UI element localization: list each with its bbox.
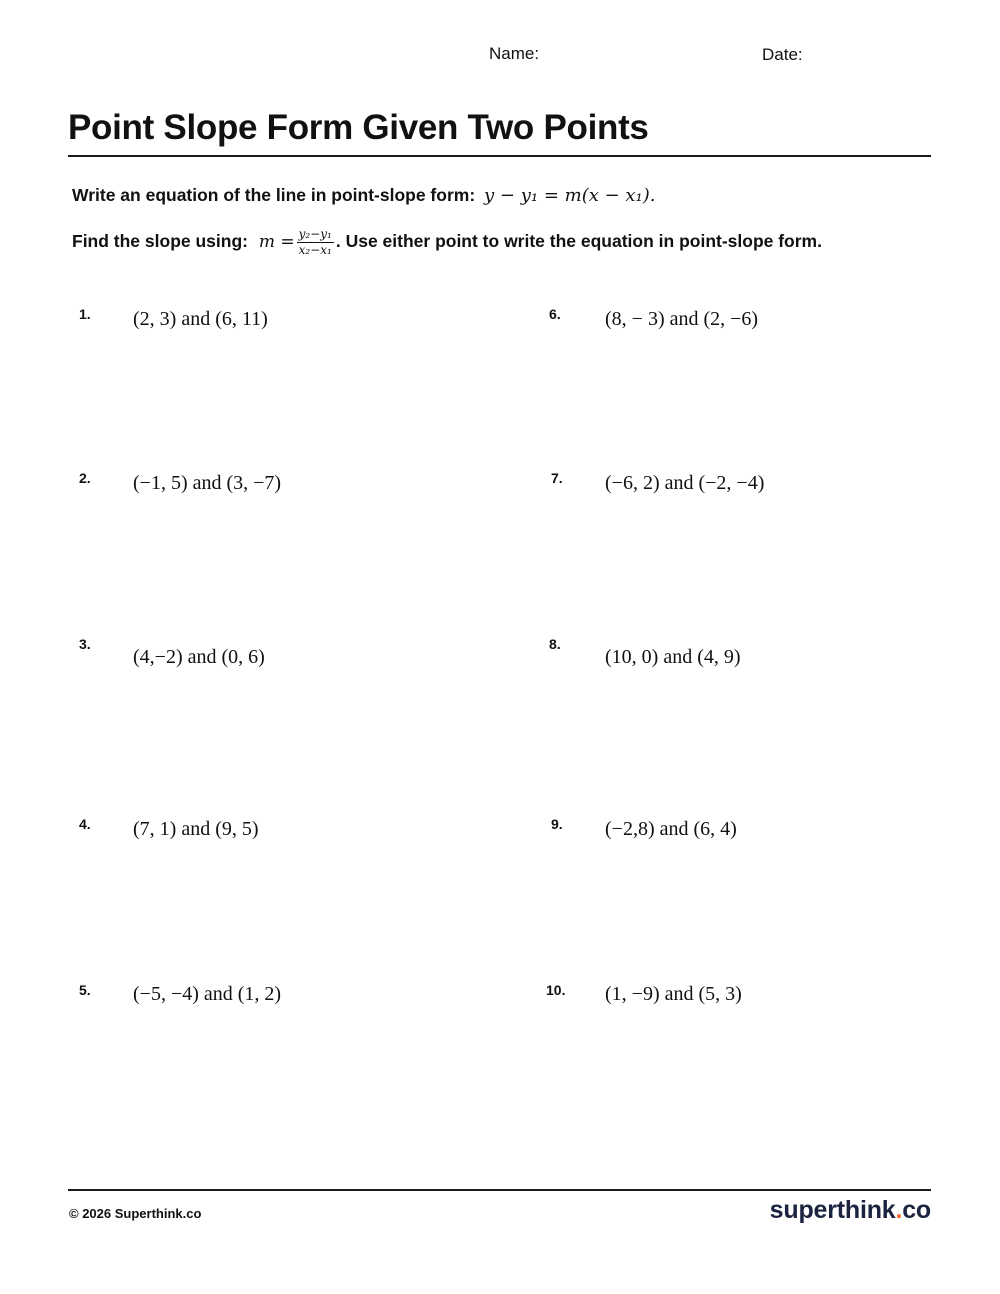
slope-denominator: x₂−x₁ <box>298 242 332 257</box>
problem-number: 3. <box>79 636 91 652</box>
problem-number: 5. <box>79 982 91 998</box>
problem-points: (−6, 2) and (−2, −4) <box>605 472 765 494</box>
brand-logo <box>770 1196 931 1225</box>
problem-points: (4,−2) and (0, 6) <box>133 646 265 668</box>
problem-points: (−1, 5) and (3, −7) <box>133 472 282 494</box>
footer-divider <box>68 1189 931 1191</box>
point-slope-formula: y − y₁ = m(x − x₁). <box>484 185 656 206</box>
date-label: Date: <box>762 45 803 64</box>
instruction-line-2-suffix: . Use either point to write the equation in point-slope form. <box>335 231 822 251</box>
brand-dot: . <box>895 1196 903 1224</box>
problem-points: (10, 0) and (4, 9) <box>605 646 741 668</box>
copyright-text: © 2026 Superthink.co <box>69 1206 202 1221</box>
problem-points: (7, 1) and (9, 5) <box>133 818 259 840</box>
instruction-line-2 <box>72 222 822 261</box>
problem-points: (−2,8) and (6, 4) <box>605 818 737 840</box>
problem-number: 7. <box>551 470 563 486</box>
name-label: Name: <box>489 44 540 63</box>
instruction-line-2-prefix: Find the slope using: <box>72 231 248 251</box>
title-divider <box>68 155 931 157</box>
problem-points: (2, 3) and (6, 11) <box>133 308 268 330</box>
instruction-line-1 <box>72 185 656 206</box>
problem-number: 1. <box>79 306 91 322</box>
problem-points: (8, − 3) and (2, −6) <box>605 308 759 330</box>
instruction-line-1-text: Write an equation of the line in point-slope form: <box>72 185 476 205</box>
problem-points: (1, −9) and (5, 3) <box>605 983 742 1005</box>
problem-number: 4. <box>79 816 91 832</box>
slope-fraction <box>297 228 334 257</box>
slope-numerator: y₂−y₁ <box>298 226 332 241</box>
problem-number: 9. <box>551 816 563 832</box>
problem-number: 8. <box>549 636 561 652</box>
problem-number: 6. <box>549 306 561 322</box>
page-title: Point Slope Form Given Two Points <box>68 108 649 147</box>
slope-m-label: m = <box>258 232 295 252</box>
problem-points: (−5, −4) and (1, 2) <box>133 983 282 1005</box>
problem-number: 10. <box>546 982 566 998</box>
problem-number: 2. <box>79 470 91 486</box>
brand-name: superthink <box>769 1196 896 1224</box>
brand-tld: co <box>902 1196 931 1224</box>
